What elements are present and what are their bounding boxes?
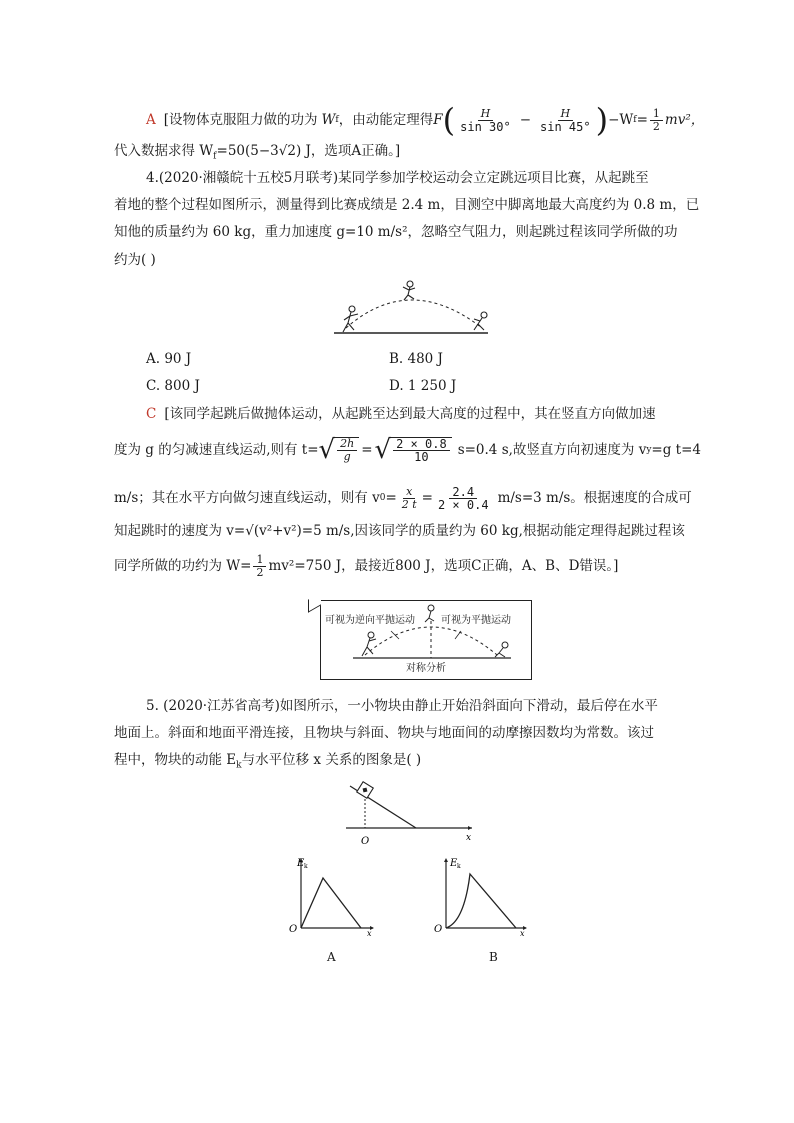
- svg-text:x: x: [520, 929, 525, 938]
- solution-4-answer: C: [146, 406, 157, 422]
- option-b[interactable]: B. 480 J: [389, 351, 443, 367]
- solution-4-line-3: m/s；其在水平方向做匀速直线运动，则有 v 0 = $\frac{x}{2 t}$ = $\frac{2.4}{2 \times 0.4}$ m/s=3 m/s。根据速度的合成可: [114, 484, 692, 512]
- label-projectile: 可视为平抛运动: [441, 615, 511, 626]
- solution-3-answer: A: [146, 112, 156, 128]
- option-c[interactable]: C. 800 J: [146, 378, 200, 394]
- svg-text:k: k: [304, 863, 308, 870]
- svg-text:O: O: [289, 924, 298, 935]
- fraction-x-over-2t: $\frac{x}{2 t}$: [401, 484, 417, 511]
- symmetric-analysis-box: [320, 600, 532, 680]
- fraction-h-sin45: $\frac{H}{\sin 45^\circ}$: [540, 106, 591, 134]
- fraction-h-sin30: $\frac{H}{\sin 30^\circ}$: [460, 106, 511, 134]
- solution-4-line-1: C [该同学起跳后做抛体运动，从起跳至达到最大高度的过程中，其在竖直方向做加速: [146, 406, 656, 422]
- solution-3-line-2: 代入数据求得 $W_f=50(5-3√2)$ J，选项A正确。]: [114, 143, 401, 162]
- question-5-line-2: 地面上。斜面和地面平滑连接，且物块与斜面、物块与地面间的动摩擦因数均为常数。该过: [114, 725, 654, 741]
- solution-4-line-4: 知起跳时的速度为 v=√(v²+v²)=5 m/s,因该同学的质量约为 60 kg,根据动能定理得起跳过程该: [114, 523, 685, 539]
- graph-b-label[interactable]: B: [489, 950, 498, 964]
- fraction-half: $\frac{1}{2}$: [650, 108, 663, 133]
- sqrt-2h-over-g: √ $\frac{2h}{g}$: [319, 437, 360, 463]
- option-d[interactable]: D. 1 250 J: [389, 378, 457, 394]
- question-4-line-3: 知他的质量约为 60 kg，重力加速度 g=10 m/s²，忽略空气阻力，则起跳过程该同学所做的功: [114, 224, 678, 240]
- fraction-velocity: $\frac{2.4}{2 \times 0.4}$: [437, 484, 489, 512]
- option-a[interactable]: A. 90 J: [146, 351, 192, 367]
- svg-text:O: O: [434, 924, 443, 935]
- solution-4-line-5: 同学所做的功约为 W= $\frac{1}{2}$ mv²=750 J，最接近800 J，选项C正确，A、B、D错误。]: [114, 552, 619, 579]
- long-jump-figure: [334, 278, 490, 336]
- figure-caption: 对称分析: [406, 663, 446, 674]
- x-axis-label: x: [466, 833, 472, 843]
- svg-text:E: E: [297, 858, 305, 869]
- question-4-line-4: 约为( ): [114, 252, 156, 268]
- graph-a-label[interactable]: A: [327, 950, 336, 964]
- graph-option-a[interactable]: [287, 856, 379, 940]
- sqrt-numeric: √ $\frac{2 \times 0.8}{10}$: [375, 437, 452, 463]
- origin-label: O: [361, 836, 370, 847]
- label-reverse-projectile: 可视为逆向平抛运动: [325, 615, 415, 626]
- svg-text:k: k: [457, 863, 461, 870]
- question-5-line-1: 5. (2020·江苏省高考)如图所示，一小物块由静止开始沿斜面向下滑动，最后停在水平: [146, 698, 658, 714]
- graph-option-b[interactable]: [432, 856, 532, 940]
- question-4-line-1: 4.(2020·湘赣皖十五校5月联考)某同学参加学校运动会立定跳远项目比赛，从起跳至: [146, 170, 649, 186]
- question-4-line-2: 着地的整个过程如图所示，测量得到比赛成绩是 2.4 m，目测空中脚离地最大高度约为 0.8 m，已: [114, 197, 700, 213]
- incline-figure: [340, 776, 480, 852]
- svg-text:E: E: [450, 858, 458, 869]
- svg-text:x: x: [367, 929, 372, 938]
- solution-4-line-2: 度为 g 的匀减速直线运动,则有 t= √ $\frac{2h}{g}$ = √ $\frac{2 \times 0.8}{10}$ s=0.4 s,故竖直方向初速度为 v y =g t=4: [114, 435, 701, 465]
- question-5-line-3: 程中，物块的动能 $E_k$与水平位移 x 关系的图象是( ): [114, 752, 422, 771]
- solution-3-line-1: A [设物体克服阻力做的功为 W f ，由动能定理得 F ( $\frac{H}{\sin 30^\circ}$ − $\frac{H}{\sin 45^\circ}$ ) −W f = $\frac{1}{2}$ mv²，: [146, 101, 705, 139]
